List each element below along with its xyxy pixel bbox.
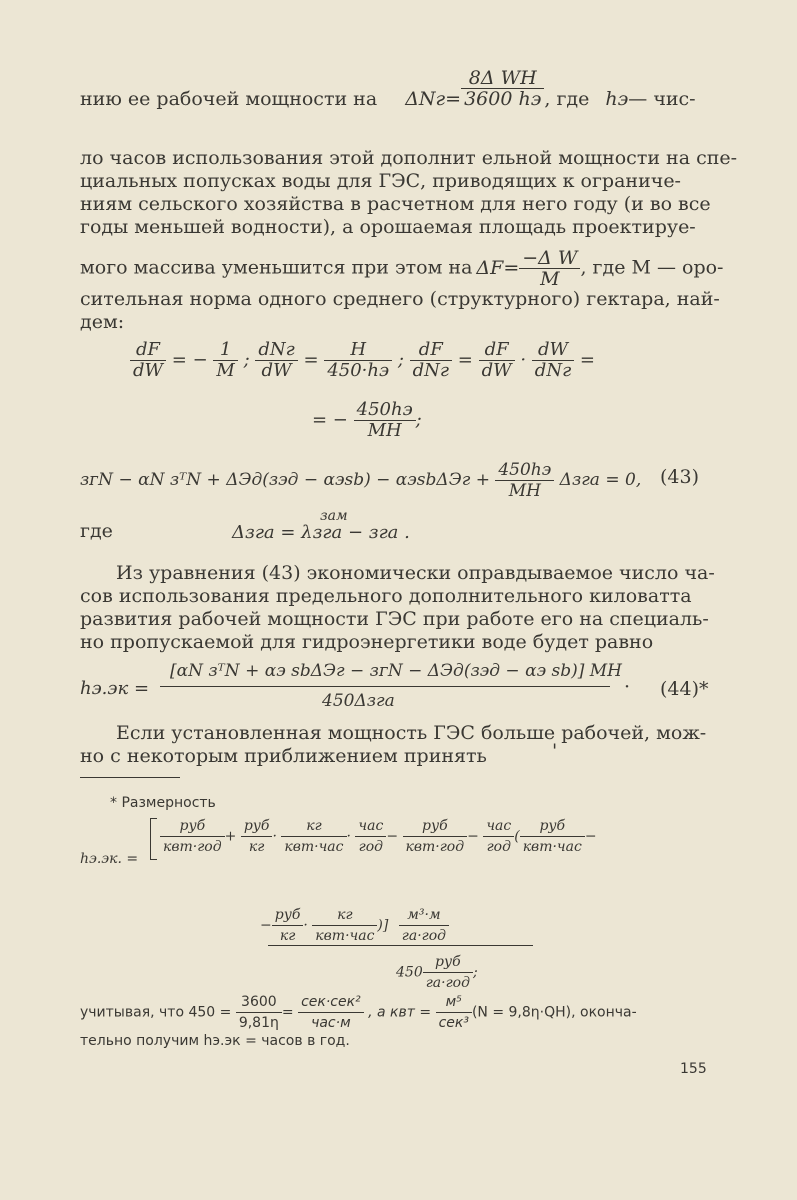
footnote-denominator [396,952,478,993]
p1-line7: сительная норма одного среднего (структурного) гектара, най- [80,288,720,310]
footnote-row2: − руб кг · кг квт·час )] м³·м га·год [260,905,449,946]
eq43-number: (43) [660,466,700,488]
eq44-num: [αN зᵀN + αэ sbΔЭг − зᴦN − ΔЭд(зэд − αэ sb)] MH [170,661,622,681]
deriv-result-eq: = − [312,409,348,431]
deriv-t6-den: dW [481,360,512,381]
p1-line3: циальных попусках воды для ГЭС, приводящих к ограниче- [80,170,681,192]
deriv-t1-den: dW [133,360,164,381]
fn-op5: − [467,828,479,845]
fn-k2-num: сек·сек² [298,992,364,1013]
fn-k2-den: час·м [311,1015,351,1031]
fn-f4-num: час [355,816,386,837]
f-frac-den: M [540,268,560,290]
fn-op6: − [584,828,597,845]
footnote-bracket-left [150,818,157,860]
eq43-rhs: Δзга = 0, [559,470,642,490]
fn-op3: · [346,828,351,845]
fn-f2-num: руб [241,816,273,837]
fn-f1-den: квт·год [163,839,222,855]
fn-g1-num: руб [272,905,304,926]
footnote-main-bar [268,945,533,946]
where-formula: Δзга = λзга − зга . [232,522,410,543]
deriv-t5-den: dNг [412,360,449,381]
eq44-lhs: hэ.эк = [80,678,150,699]
fn-g2-num: кг [312,905,377,926]
fn-g1-den: кг [279,928,296,944]
nr-frac-num: 8Δ WH [461,68,544,89]
eq43-lhs: зᴦN − αN зᵀN + ΔЭд(зэд − αэsb) − αэsbΔЭг + [80,470,490,490]
fn-f3-num: кг [281,816,346,837]
footnote-title: * Размерность [110,795,216,811]
p1-line1-text-b: , где [544,88,590,110]
deriv-t7-den: dNг [534,360,572,381]
p1-line1-text-a: нию ее рабочей мощности на [80,88,378,110]
fn-f5-num: руб [403,816,468,837]
deriv-eq4: = [579,349,595,371]
footnote-rule [80,777,180,778]
deriv-result [312,400,422,441]
fn-f6-den: год [486,839,511,855]
deriv-result-den: MH [367,420,402,441]
deriv-t4-den: 450·hэ [327,360,390,381]
fn-den-pre: 450 [396,964,423,981]
fn-op2: · [272,828,277,845]
deriv-t1-num: dF [130,340,166,361]
footnote-lhs: hэ.эк. = [80,851,139,867]
p2-line1: Из уравнения (43) экономически оправдываемое число ча- [116,562,715,584]
fn-f2-den: кг [248,839,265,855]
fn-f1-num: руб [160,816,225,837]
fn-f4-den: год [358,839,384,855]
p1-line1-text-c: — чис- [628,88,696,110]
footnote-row1: руб квт·год + руб кг · кг квт·час · час год − руб квт·год − час год ( руб квт·час − [160,816,597,857]
fn-g2-den: квт·час [315,928,375,944]
p1-line5: годы меньшей водности), а орошаемая площадь проектируе- [80,216,696,238]
fn-k1-den: 9,81η [238,1015,279,1031]
fn-op7: · [303,917,308,934]
p1-line8: дем: [80,311,125,333]
deriv-sep1: ; [243,349,250,371]
fn-f5-den: квт·год [405,839,465,855]
delta-nr: ΔNг= [405,88,462,110]
fn-note-c: (N = 9,8η·QH), оконча- [471,1004,637,1021]
h-sym: hэ [605,88,629,110]
p3-line1: Если установленная мощность ГЭС больше рабочей, мож- [116,722,707,744]
eq44-den: 450Δзга [322,691,395,711]
fn-k3-num: м⁵ [436,992,472,1013]
f-frac-num: −Δ W [519,248,580,269]
footnote-note [80,992,637,1033]
p3-line2: но с некоторым приближением принять [80,745,487,767]
deriv-t7-num: dW [532,340,574,361]
p1-line1 [80,66,696,110]
fn-f7-num: руб [520,816,585,837]
deriv-t6-num: dF [479,340,515,361]
eq43-frac-den: MH [508,481,541,501]
equation-43 [80,460,641,501]
fn-k1-num: 3600 [236,992,282,1013]
fn-note-b: , а квт = [368,1004,432,1021]
deriv-result-end: ; [415,409,422,431]
delta-f: ΔF= [476,256,520,279]
fn-op4: − [386,828,399,845]
deriv-sep2: ; [397,349,404,371]
fn-f7-den: квт·час [522,839,582,855]
fn-f6-num: час [483,816,514,837]
deriv-result-num: 450hэ [354,400,416,421]
fn-k3-den: сек³ [438,1015,469,1031]
page-number: 155 [680,1061,707,1077]
p3-mark: ' [552,740,558,762]
eq43-frac-num: 450hэ [495,460,554,481]
deriv-t2-num: 1 [213,340,237,361]
deriv-t3-den: dW [261,360,292,381]
p2-line4: но пропускаемой для гидроэнергетики воде будет равно [80,631,654,653]
eq44-number: (44)* [660,678,709,700]
deriv-equation [130,340,595,381]
where-word: где [80,520,113,542]
fn-note-d: тельно получим hэ.эк = часов в год. [80,1033,350,1049]
fn-den-den: га·год [425,975,470,991]
fn-eq-k: = [281,1004,294,1021]
p1-line2: ло часов использования этой дополнит ельной мощности на спе- [80,147,738,169]
p1-line4: ниям сельского хозяйства в расчетном для него году (и во все [80,193,711,215]
fn-g3-num: м³·м [399,905,449,926]
deriv-t2-den: M [216,360,235,381]
nr-frac-den: 3600 hэ [464,87,542,110]
fn-den-num: руб [423,952,473,973]
deriv-dot: · [520,349,527,371]
fn-note-a: учитывая, что 450 = [80,1004,232,1021]
p2-line2: сов использования предельного дополнительного киловатта [80,585,692,607]
fn-f3-den: квт·час [284,839,344,855]
deriv-eq3: = [457,349,473,371]
p2-line3: развития рабочей мощности ГЭС при работе его на специаль- [80,608,709,630]
f-fraction [519,248,580,289]
deriv-eq2: = [303,349,319,371]
eq44-dot: · [624,676,631,698]
deriv-t4-num: H [324,340,392,361]
fn-g3-den: га·год [401,928,447,944]
deriv-t5-num: dF [410,340,452,361]
deriv-eq1: = − [171,349,208,371]
fn-den-end: ; [472,964,478,981]
deriv-t3-num: dNг [255,340,297,361]
fn-op1: + [224,828,237,845]
p1-line6-text-a: мого массива уменьшится при этом на [80,256,473,279]
p1-line6-text-b: , где M — оро- [580,256,724,279]
eq44-frac-bar [160,686,610,687]
where-sup: зам [320,508,348,524]
p1-line6 [80,248,723,289]
nr-fraction [461,68,544,109]
